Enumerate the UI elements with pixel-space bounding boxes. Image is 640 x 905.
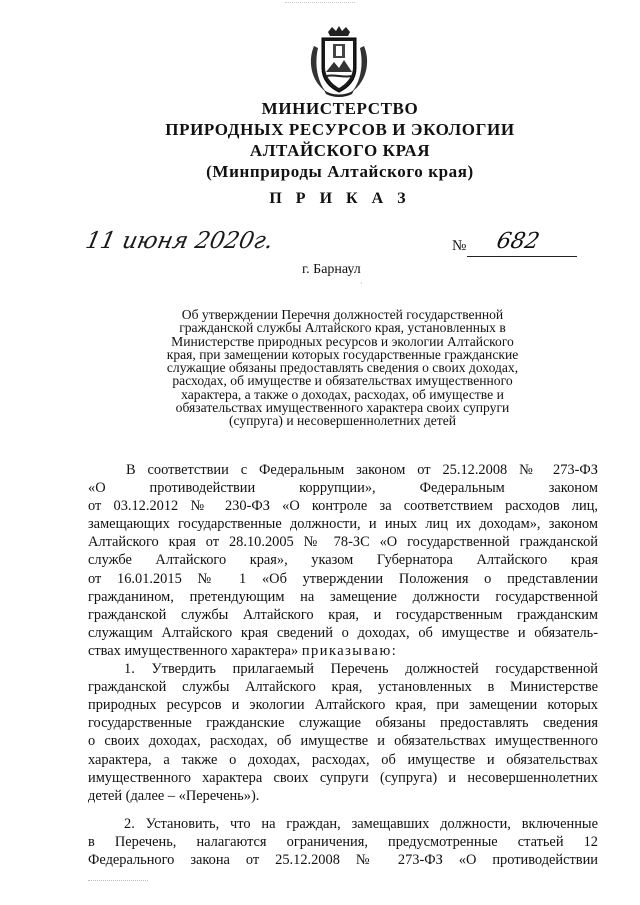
subject-line: обязательствах имущественного характера своих супруги bbox=[175, 400, 510, 416]
preamble-line: «О противодействии коррупции», Федеральным законом bbox=[88, 480, 598, 497]
scan-dot: · bbox=[360, 279, 363, 288]
ministry-line-3: АЛТАЙСКОГО КРАЯ bbox=[249, 141, 431, 160]
subject-line: края, при замещении которых государственные гражданские bbox=[166, 346, 519, 362]
order-body bbox=[88, 461, 598, 869]
item2-line: Федерального закона от 25.12.2008 № 273-ФЗ «О противодействии bbox=[88, 851, 598, 868]
handwritten-number: 682 bbox=[494, 229, 542, 254]
preamble-line: замещающих государственные должности, и иных лиц их доходам», законом bbox=[88, 516, 598, 533]
handwritten-date: 11 июня 2020г. bbox=[83, 228, 276, 254]
preamble-line: от 03.12.2012 № 230-ФЗ «О контроле за соответствием расходов лиц, bbox=[88, 498, 598, 515]
item1-line: природных ресурсов и экологии Алтайского края, при замещении которых bbox=[88, 697, 598, 714]
subject-line: характера, а также о доходах, расходах, об имуществе и bbox=[181, 386, 504, 402]
preamble-line: В соответствии с Федеральным законом от 25.12.2008 № 273-ФЗ bbox=[126, 462, 598, 478]
item1-line: государственные гражданские служащие обязаны предоставлять сведения bbox=[88, 715, 598, 732]
item1-line: имущественного характера своих супруги (супруга) и несовершеннолетних bbox=[88, 769, 598, 786]
preamble-line: гражданином, претендующим на замещение должности государственной bbox=[88, 588, 598, 605]
coat-of-arms-icon bbox=[306, 26, 372, 98]
preamble-last-line bbox=[88, 642, 598, 660]
city: г. Барнаул bbox=[302, 262, 361, 277]
ministry-line-4: (Минприроды Алтайского края) bbox=[206, 162, 474, 181]
item1-line: о своих доходах, расходах, об имуществе и обязательствах имущественного bbox=[88, 733, 598, 750]
item2-line: 2. Установить, что на граждан, замещавших должности, включенные bbox=[124, 815, 598, 832]
preamble-end: ствах имущественного характера» bbox=[88, 642, 299, 659]
ministry-line-1: МИНИСТЕРСТВО bbox=[261, 99, 419, 118]
order-word: приказываю: bbox=[301, 642, 398, 659]
document-type: П Р И К А З bbox=[269, 190, 411, 207]
item1-line: 1. Утвердить прилагаемый Перечень должностей государственной bbox=[124, 661, 598, 678]
scan-artifact bbox=[88, 880, 148, 881]
scan-artifact bbox=[285, 2, 355, 3]
number-underline bbox=[467, 256, 577, 257]
subject-line: Об утверждении Перечня должностей государственной bbox=[181, 307, 504, 322]
number-label: № bbox=[452, 238, 467, 254]
preamble-line: служащим Алтайского края сведений о доходах, об имуществе и обязатель- bbox=[88, 624, 598, 641]
paragraph-gap bbox=[88, 805, 598, 815]
item1-line: детей (далее – «Перечень»). bbox=[88, 787, 260, 804]
subject-line: гражданской службы Алтайского края, установленных в bbox=[179, 320, 506, 336]
preamble-line: службе Алтайского края», указом Губернатора Алтайского края bbox=[88, 552, 598, 569]
subject-line: расходах, об имуществе и обязательствах имущественного bbox=[172, 373, 513, 389]
preamble-line: от 16.01.2015 № 1 «Об утверждении Положения о представлении bbox=[88, 570, 598, 587]
subject-line: Министерстве природных ресурсов и экологии Алтайского bbox=[171, 333, 514, 349]
item1-line: характера, а также о доходах, расходах, об имуществе и обязательствах bbox=[88, 751, 598, 768]
preamble-line: Алтайского края от 28.10.2005 № 78-ЗС «О государственной гражданской bbox=[88, 534, 598, 551]
item2-line: в Перечень, налагаются ограничения, предусмотренные статьей 12 bbox=[88, 833, 598, 850]
preamble-line: гражданской службы Алтайского края, и государственным гражданским bbox=[88, 606, 598, 623]
subject-line: (супруга) и несовершеннолетних детей bbox=[228, 413, 457, 429]
ministry-line-2: ПРИРОДНЫХ РЕСУРСОВ И ЭКОЛОГИИ bbox=[165, 120, 515, 139]
ministry-header bbox=[100, 98, 580, 182]
item1-line: гражданской службы Алтайского края, установленных в Министерстве bbox=[88, 679, 598, 696]
order-subject bbox=[140, 308, 545, 428]
subject-line: служащие обязаны предоставлять сведения о своих доходах, bbox=[166, 360, 519, 376]
